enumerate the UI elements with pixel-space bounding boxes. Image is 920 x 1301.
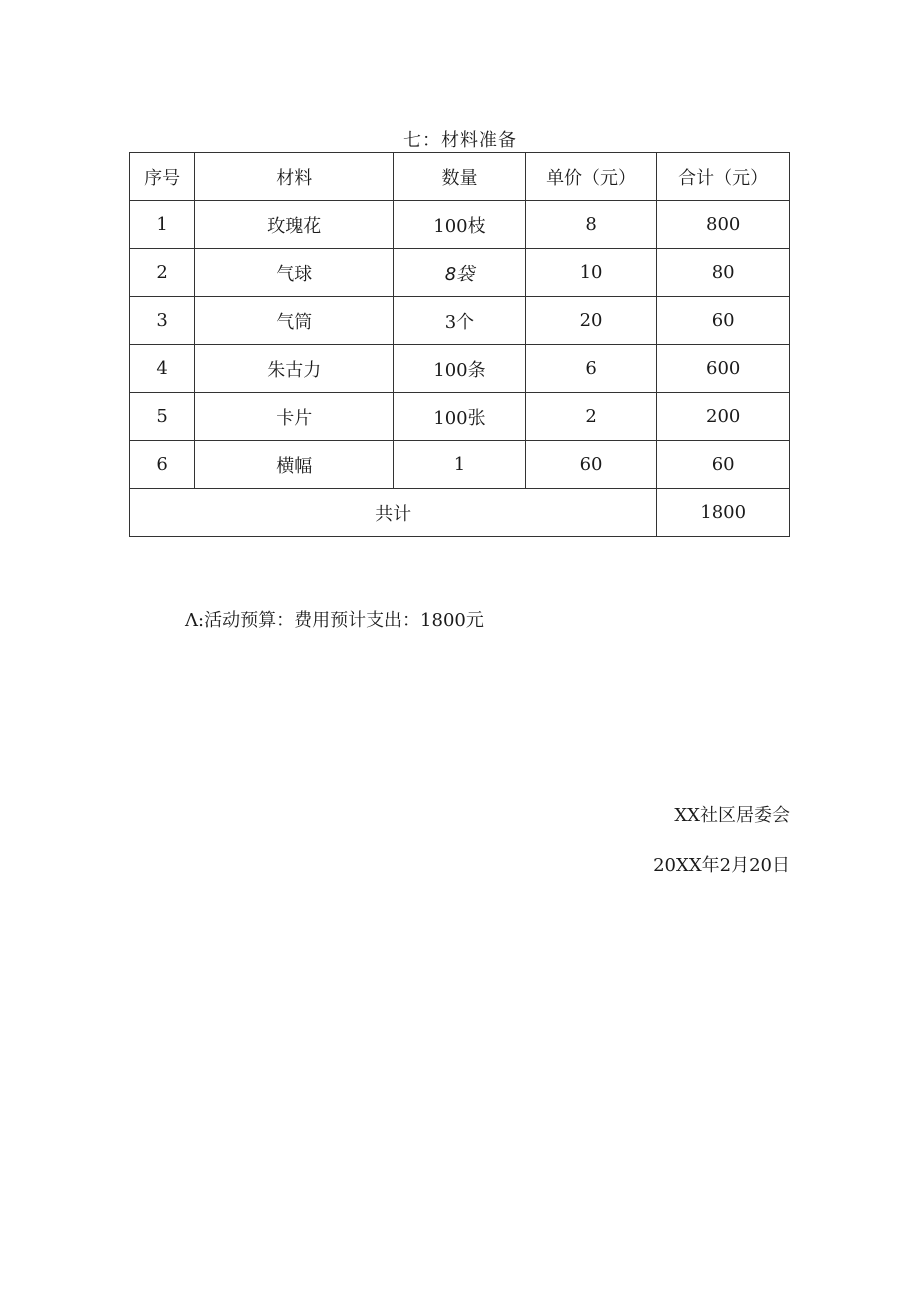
- document-date: 20XX年2月20日: [653, 855, 790, 876]
- cell-material: 横幅: [195, 441, 394, 489]
- total-label: 共计: [130, 489, 657, 537]
- cell-quantity: 8袋: [394, 249, 526, 297]
- budget-text: Λ:活动预算：费用预计支出：1800元: [185, 610, 484, 631]
- cell-no: 1: [130, 201, 195, 249]
- cell-subtotal: 800: [657, 201, 790, 249]
- header-subtotal: 合计（元）: [657, 153, 790, 201]
- cell-quantity: 3个: [394, 297, 526, 345]
- cell-material: 玫瑰花: [195, 201, 394, 249]
- cell-quantity: 100张: [394, 393, 526, 441]
- cell-subtotal: 600: [657, 345, 790, 393]
- cell-unit-price: 10: [525, 249, 657, 297]
- table-row: [130, 249, 790, 297]
- table-row: [130, 201, 790, 249]
- table-total-row: [130, 489, 790, 537]
- cell-quantity: 100枝: [394, 201, 526, 249]
- table-header-row: [130, 153, 790, 201]
- cell-material: 气球: [195, 249, 394, 297]
- table-row: [130, 441, 790, 489]
- cell-material: 卡片: [195, 393, 394, 441]
- cell-no: 3: [130, 297, 195, 345]
- cell-unit-price: 20: [525, 297, 657, 345]
- section-title: 七：材料准备: [403, 130, 517, 151]
- header-material: 材料: [195, 153, 394, 201]
- cell-material: 朱古力: [195, 345, 394, 393]
- cell-no: 6: [130, 441, 195, 489]
- cell-quantity: 100条: [394, 345, 526, 393]
- cell-no: 4: [130, 345, 195, 393]
- header-no: 序号: [130, 153, 195, 201]
- total-value: 1800: [657, 489, 790, 537]
- cell-unit-price: 6: [525, 345, 657, 393]
- cell-quantity: 1: [394, 441, 526, 489]
- cell-subtotal: 60: [657, 297, 790, 345]
- cell-unit-price: 60: [525, 441, 657, 489]
- organization-signature: XX社区居委会: [674, 805, 790, 826]
- table-row: [130, 297, 790, 345]
- cell-subtotal: 60: [657, 441, 790, 489]
- header-quantity: 数量: [394, 153, 526, 201]
- table-row: [130, 345, 790, 393]
- cell-unit-price: 8: [525, 201, 657, 249]
- cell-subtotal: 80: [657, 249, 790, 297]
- cell-material: 气筒: [195, 297, 394, 345]
- cell-no: 5: [130, 393, 195, 441]
- materials-table: [129, 152, 790, 537]
- cell-subtotal: 200: [657, 393, 790, 441]
- header-unit-price: 单价（元）: [525, 153, 657, 201]
- cell-no: 2: [130, 249, 195, 297]
- table-row: [130, 393, 790, 441]
- cell-unit-price: 2: [525, 393, 657, 441]
